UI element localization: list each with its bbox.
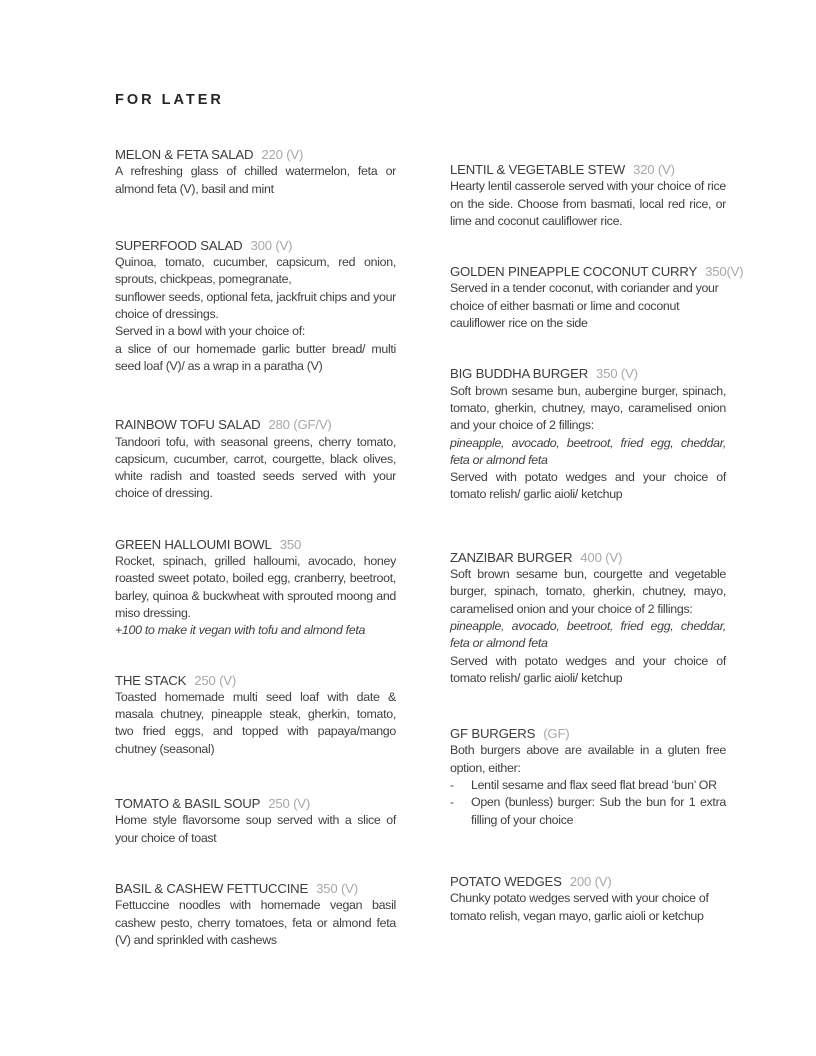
menu-item-name: SUPERFOOD SALAD (115, 237, 243, 253)
page-title: FOR LATER (115, 92, 224, 108)
menu-item-heading (450, 161, 726, 178)
menu-item-name: ZANZIBAR BURGER (450, 549, 573, 565)
description-paragraph: Soft brown sesame bun, courgette and vegetable burger, spinach, tomato, gherkin, chutney, mayo, caramelised onion and your choice of 2 fillings: (450, 567, 726, 616)
menu-item (450, 263, 744, 332)
description-paragraph: Served with potato wedges and your choice of tomato relish/ garlic aioli/ ketchup (450, 653, 726, 685)
description-paragraph: Both burgers above are available in a gluten free option, either: (450, 743, 726, 775)
menu-item-description (450, 890, 726, 925)
menu-item-heading (115, 536, 396, 553)
menu-item-name: MELON & FETA SALAD (115, 147, 254, 162)
description-paragraph: Home style flavorsome soup served with a slice of your choice of toast (115, 813, 396, 845)
menu-item (450, 873, 726, 925)
menu-item (115, 536, 396, 640)
menu-item-price: (GF) (543, 726, 570, 742)
menu-item-heading (115, 880, 396, 897)
description-paragraph: Chunky potato wedges served with your choice of tomato relish, vegan mayo, garlic aioli or ketchup (450, 891, 709, 923)
description-paragraph: Served in a tender coconut, with coriander and your choice of either basmati or lime and coconut cauliflower rice on the side (450, 281, 719, 331)
menu-item-name: GF BURGERS (450, 726, 536, 742)
description-bullet (450, 794, 726, 829)
bullet-text: Lentil sesame and flax seed flat bread ‘bun’ OR (471, 778, 717, 793)
menu-item-name: GREEN HALLOUMI BOWL (115, 536, 272, 552)
menu-item-price: 250 (V) (268, 796, 311, 812)
description-paragraph: +100 to make it vegan with tofu and almond feta (115, 623, 366, 638)
menu-item-description (115, 434, 396, 503)
menu-columns (115, 146, 756, 949)
menu-item-name: GOLDEN PINEAPPLE COCONUT CURRY (450, 264, 698, 280)
menu-item-heading (450, 725, 726, 742)
description-bullet (450, 777, 726, 794)
description-paragraph: Rocket, spinach, grilled halloumi, avocado, honey roasted sweet potato, boiled egg, cranberry, beetroot, barley, quinoa & buckwheat with sprouted moong and miso dressing. (115, 554, 396, 620)
menu-item-name: BASIL & CASHEW FETTUCCINE (115, 880, 309, 896)
bullet-text: Open (bunless) burger: Sub the bun for 1 extra filling of your choice (471, 795, 726, 827)
menu-item-description (450, 742, 726, 828)
menu-item-price: 350 (V) (316, 880, 358, 896)
menu-item-heading (115, 146, 396, 163)
description-paragraph: pineapple, avocado, beetroot, fried egg, cheddar, feta or almond feta (450, 435, 726, 467)
menu-item-description (450, 383, 726, 504)
menu-item (450, 365, 726, 503)
menu-item-name: POTATO WEDGES (450, 873, 562, 889)
menu-item (450, 161, 726, 230)
description-paragraph: A refreshing glass of chilled watermelon, feta or almond feta (V), basil and mint (115, 164, 396, 196)
menu-item-price: 350 (279, 536, 302, 552)
menu-item-price: 320 (V) (632, 162, 675, 177)
menu-item (450, 725, 726, 829)
menu-item-description (115, 897, 396, 949)
description-paragraph: Toasted homemade multi seed loaf with date & masala chutney, pineapple steak, gherkin, tomato, two fried eggs, and topped with papaya/mango chutney (seasonal) (115, 689, 396, 756)
menu-item (115, 416, 396, 502)
description-paragraph: Tandoori tofu, with seasonal greens, cherry tomato, capsicum, cucumber, carrot, courgette, black olives, white radish and toasted seeds served with your choice of dressing. (115, 434, 396, 501)
menu-item-description (115, 812, 396, 847)
menu-item (450, 549, 726, 687)
menu-item-description (115, 254, 396, 375)
menu-item (115, 672, 396, 758)
menu-item-heading (450, 873, 726, 890)
menu-item-name: RAINBOW TOFU SALAD (115, 417, 261, 433)
menu-item-name: TOMATO & BASIL SOUP (115, 796, 261, 812)
description-paragraph: Hearty lentil casserole served with your choice of rice on the side. Choose from basmati, local red rice, or lime and coconut cauliflower rice. (450, 179, 726, 228)
menu-item-description (450, 566, 726, 687)
description-paragraph: Served with potato wedges and your choice of tomato relish/ garlic aioli/ ketchup (450, 470, 726, 502)
menu-item-description (115, 553, 396, 639)
menu-item-price: 220 (V) (261, 147, 304, 162)
menu-item-heading (115, 237, 396, 254)
menu-item (115, 795, 396, 847)
menu-item-heading (450, 263, 744, 280)
menu-item-heading (115, 416, 396, 433)
description-paragraph: Quinoa, tomato, cucumber, capsicum, red onion, sprouts, chickpeas, pomegranate, (115, 255, 396, 287)
description-paragraph: a slice of our homemade garlic butter bread/ multi seed loaf (V)/ as a wrap in a paratha (V) (115, 341, 396, 373)
menu-item-heading (115, 672, 396, 689)
bullet-dash: - (450, 778, 454, 793)
menu-item-heading (115, 795, 396, 812)
menu-item-description (115, 689, 396, 758)
menu-item-price: 250 (V) (194, 672, 237, 688)
menu-item-price: 400 (V) (580, 549, 623, 565)
description-paragraph: pineapple, avocado, beetroot, fried egg, cheddar, feta or almond feta (450, 618, 726, 651)
description-paragraph: Served in a bowl with your choice of: (115, 324, 306, 339)
menu-item-description (115, 163, 396, 198)
menu-item (115, 880, 396, 949)
menu-item-description (450, 280, 726, 332)
menu-item-price: 200 (V) (569, 873, 612, 889)
description-paragraph: sunflower seeds, optional feta, jackfruit chips and your choice of dressings. (115, 289, 396, 322)
menu-item-heading (450, 549, 726, 566)
description-paragraph: Fettuccine noodles with homemade vegan basil cashew pesto, cherry tomatoes, feta or almond feta (V) and sprinkled with cashews (115, 898, 396, 947)
description-paragraph: Soft brown sesame bun, aubergine burger, spinach, tomato, gherkin, chutney, mayo, caramelised onion and your choice of 2 fillings: (450, 383, 726, 433)
menu-item-heading (450, 365, 726, 382)
menu-item (115, 237, 396, 375)
menu-item-name: BIG BUDDHA BURGER (450, 366, 589, 382)
menu-column-left (115, 146, 396, 949)
menu-item-description (450, 178, 726, 230)
menu-item-price: 350(V) (705, 264, 744, 280)
menu-item-price: 280 (GF/V) (268, 417, 332, 433)
menu-item (115, 146, 396, 198)
menu-item-name: THE STACK (115, 672, 187, 688)
menu-item-name: LENTIL & VEGETABLE STEW (450, 162, 625, 177)
menu-column-right (450, 146, 744, 925)
bullet-dash: - (450, 795, 454, 810)
menu-item-price: 350 (V) (596, 366, 638, 382)
menu-item-price: 300 (V) (250, 237, 293, 253)
